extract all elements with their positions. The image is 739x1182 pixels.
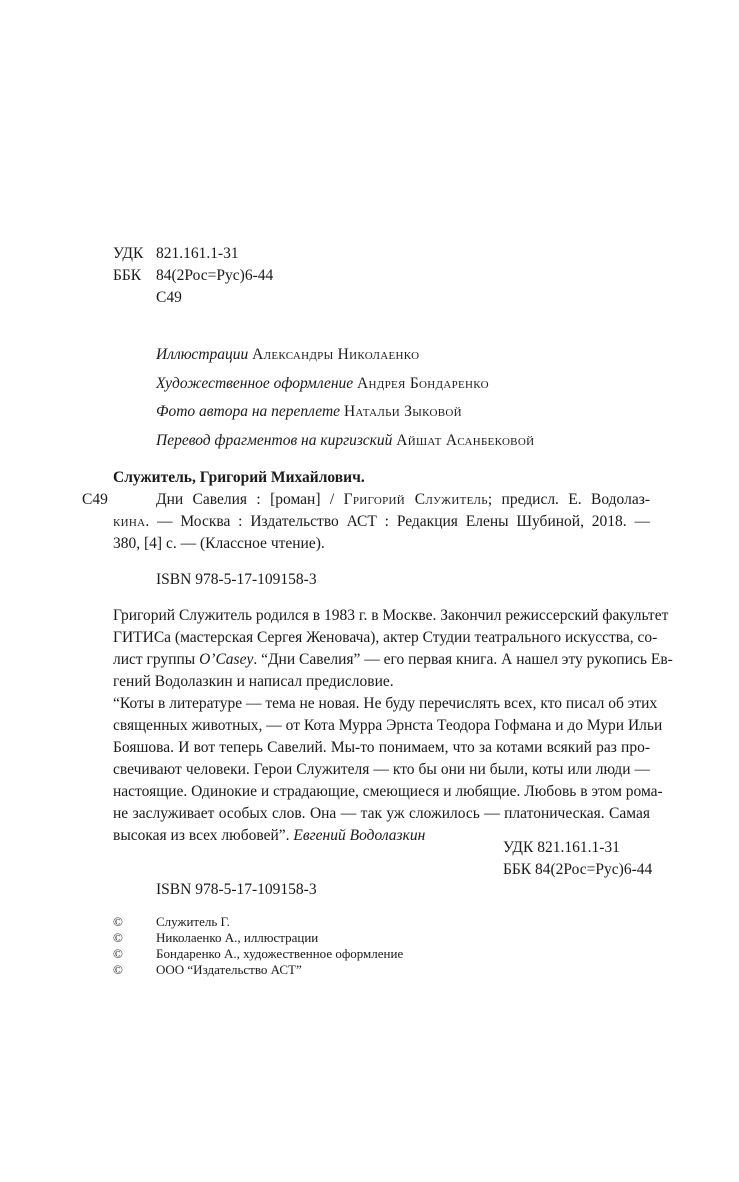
annotation-line: Григорий Служитель родился в 1983 г. в Москве. Закончил режиссерский факультет	[113, 607, 669, 624]
credit-design	[156, 374, 489, 394]
entry-heading: Служитель, Григорий Михайлович.	[113, 469, 365, 486]
annotation-line: Бояшова. И вот теперь Савелий. Мы-то понимаем, что за котами всякий раз про-	[113, 739, 650, 756]
entry-line-1	[156, 490, 650, 510]
entry-author: Григорий Служитель	[343, 491, 488, 508]
copyright-symbol: ©	[113, 962, 123, 977]
entry-preface-author: кина	[113, 513, 146, 530]
udk-value: 821.161.1-31	[156, 245, 239, 262]
bottom-bbk: ББК 84(2Рос=Рус)6-44	[503, 861, 653, 878]
copyright-text: Служитель Г.	[156, 914, 230, 929]
annotation-line: свечивают человеки. Герои Служителя — кто бы они ни были, коты или люди —	[113, 761, 650, 778]
annotation-text: высокая из всех любовей”.	[113, 827, 294, 844]
credit-name: Андрея Бондаренко	[357, 375, 489, 392]
copyright-text: Бондаренко А., художественное оформление	[156, 946, 404, 961]
credit-illustrations	[156, 345, 419, 365]
entry-title: Дни Савелия : [роман] /	[156, 491, 344, 508]
bottom-udk: УДК 821.161.1-31	[503, 839, 620, 856]
credit-translation	[156, 431, 534, 451]
annotation-text: . “Дни Савелия” — его первая книга. А нашел эту рукопись Ев-	[253, 651, 673, 668]
credit-name: Айшат Асанбековой	[396, 432, 535, 449]
entry-mark: С49	[82, 491, 108, 508]
credit-role: Художественное оформление	[156, 375, 354, 392]
credit-role: Фото автора на переплете	[156, 403, 341, 420]
annotation-line: не заслуживает особых слов. Она — так уж сложилось — платоническая. Самая	[113, 805, 650, 822]
credit-role: Перевод фрагментов на киргизский	[156, 432, 393, 449]
annotation-line	[113, 650, 673, 670]
entry-publisher: . — Москва : Издательство АСТ : Редакция Елены Шубиной, 2018. —	[145, 513, 650, 530]
annotation-line: настоящие. Одинокие и страдающие, смеющиеся и любящие. Любовь в этом рома-	[113, 783, 663, 800]
band-name: O’Casey	[199, 651, 254, 668]
copyright-symbol: ©	[113, 946, 123, 961]
bottom-isbn: ISBN 978-5-17-109158-3	[156, 881, 317, 898]
credit-photo	[156, 402, 462, 422]
annotation-line: гений Водолазкин и написал предисловие.	[113, 673, 394, 690]
copyright-text: ООО “Издательство АСТ”	[156, 962, 302, 977]
entry-isbn: ISBN 978-5-17-109158-3	[156, 571, 317, 588]
annotation-text: лист группы	[113, 651, 200, 668]
quote-author: Евгений Водолазкин	[293, 827, 426, 844]
annotation-line: священных животных, — от Кота Мурра Эрнста Теодора Гофмана и до Мури Ильи	[113, 717, 663, 734]
copyright-text: Николаенко А., иллюстрации	[156, 930, 319, 945]
bbk-value: 84(2Рос=Рус)6-44	[156, 267, 274, 284]
copyright-symbol: ©	[113, 914, 123, 929]
entry-line-2	[113, 512, 650, 532]
credit-role: Иллюстрации	[156, 346, 249, 363]
annotation-line: “Коты в литературе — тема не новая. Не буду перечислять всех, кто писал об этих	[113, 695, 658, 712]
credit-name: Натальи Зыковой	[343, 403, 462, 420]
bbk-label: ББК	[113, 267, 142, 284]
copyright-symbol: ©	[113, 930, 123, 945]
credit-name: Александры Николаенко	[252, 346, 420, 363]
author-mark: С49	[156, 289, 182, 306]
entry-line-3: 380, [4] с. — (Классное чтение).	[113, 535, 325, 552]
annotation-line: ГИТИСа (мастерская Сергея Женовача), актер Студии театрального искусства, со-	[113, 629, 658, 646]
udk-label: УДК	[113, 245, 144, 262]
entry-preface: ; предисл. Е. Водолаз-	[487, 491, 651, 508]
annotation-line	[113, 826, 425, 846]
